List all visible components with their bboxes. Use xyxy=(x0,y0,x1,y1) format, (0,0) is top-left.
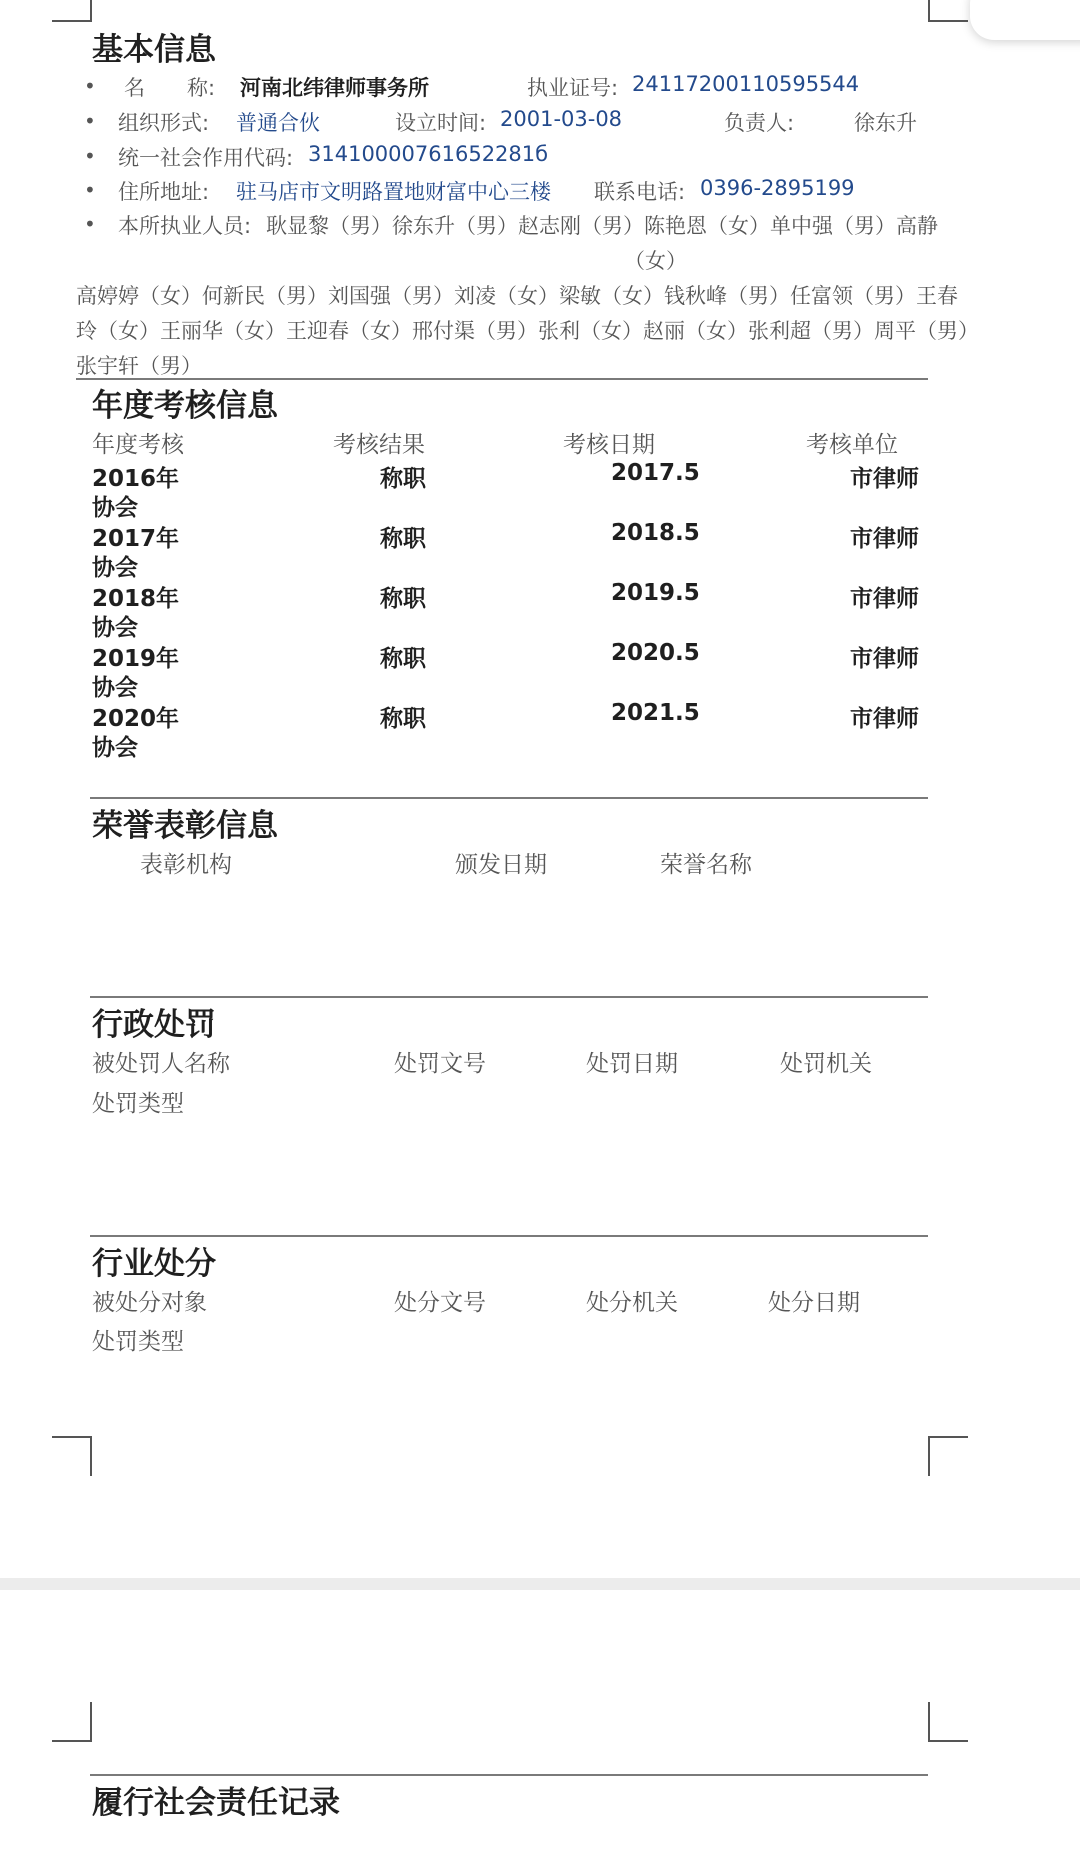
col-header-honor-name: 荣誉名称 xyxy=(660,852,752,878)
page-corner-mark xyxy=(928,1436,968,1476)
staff-list-line: 耿显黎（男）徐东升（男）赵志刚（男）陈艳恩（女）单中强（男）高静 xyxy=(266,214,938,238)
bullet: • xyxy=(84,144,96,168)
page-corner-mark xyxy=(52,0,92,22)
col-header-penalty-type: 处罚类型 xyxy=(92,1091,184,1117)
row-result: 称职 xyxy=(380,586,426,612)
staff-list-line: 玲（女）王丽华（女）王迎春（女）邢付渠（男）张利（女）赵丽（女）张利超（男）周平（男） xyxy=(76,319,979,343)
col-header-penalty-authority: 处罚机关 xyxy=(780,1051,872,1077)
name-label: 名 称: xyxy=(124,76,216,100)
row-result: 称职 xyxy=(380,526,426,552)
section-divider xyxy=(90,996,928,998)
row-date: 2019.5 xyxy=(611,580,700,606)
row-date: 2020.5 xyxy=(611,640,700,666)
row-year: 2016年 xyxy=(92,466,180,492)
credit-code-label: 统一社会作用代码: xyxy=(118,146,294,170)
credit-code-value: 31410000761652281б xyxy=(308,142,549,166)
floating-menu-button[interactable] xyxy=(970,0,1080,40)
row-result: 称职 xyxy=(380,706,426,732)
bullet: • xyxy=(84,109,96,133)
section-title-admin-penalty: 行政处罚 xyxy=(92,1007,216,1043)
license-label: 执业证号: xyxy=(527,76,619,100)
page-corner-mark xyxy=(52,1436,92,1476)
row-unit-continued: 协会 xyxy=(92,735,138,761)
section-divider xyxy=(90,1235,928,1237)
row-year: 2018年 xyxy=(92,586,180,612)
col-header-discipline-authority: 处分机关 xyxy=(586,1290,678,1316)
staff-label: 本所执业人员: xyxy=(118,214,252,238)
col-header-penalized-name: 被处罚人名称 xyxy=(92,1051,230,1077)
phone-value: 0396-2895199 xyxy=(700,176,855,200)
col-header-discipline-doc: 处分文号 xyxy=(394,1290,486,1316)
col-header-honor-org: 表彰机构 xyxy=(140,852,232,878)
col-header-year: 年度考核 xyxy=(92,432,184,458)
section-title-annual: 年度考核信息 xyxy=(92,388,278,424)
row-unit-continued: 协会 xyxy=(92,675,138,701)
leader-label: 负责人: xyxy=(724,111,795,135)
row-unit-continued: 协会 xyxy=(92,615,138,641)
address-label: 住所地址: xyxy=(118,180,210,204)
row-unit: 市律师 xyxy=(850,586,919,612)
founded-label: 设立时间: xyxy=(395,111,487,135)
row-unit: 市律师 xyxy=(850,526,919,552)
section-title-social-responsibility: 履行社会责任记录 xyxy=(92,1785,340,1821)
row-date: 2018.5 xyxy=(611,520,700,546)
col-header-discipline-date: 处分日期 xyxy=(768,1290,860,1316)
col-header-penalty-doc: 处罚文号 xyxy=(394,1051,486,1077)
page-separator xyxy=(0,1578,1080,1590)
staff-list-line: （女） xyxy=(624,249,687,273)
page-corner-mark xyxy=(52,1702,92,1742)
page-corner-mark xyxy=(928,1702,968,1742)
leader-name: 徐东升 xyxy=(854,111,917,135)
org-form-value: 普通合伙 xyxy=(236,111,320,135)
row-unit-continued: 协会 xyxy=(92,495,138,521)
row-result: 称职 xyxy=(380,646,426,672)
row-year: 2020年 xyxy=(92,706,180,732)
staff-list-line: 高婷婷（女）何新民（男）刘国强（男）刘凌（女）梁敏（女）钱秋峰（男）任富领（男）王春 xyxy=(76,284,958,308)
bullet: • xyxy=(84,74,96,98)
staff-list-line: 张宇轩（男） xyxy=(76,354,202,378)
section-divider xyxy=(90,1774,928,1776)
firm-name: 河南北纬律师事务所 xyxy=(240,76,429,100)
row-date: 2021.5 xyxy=(611,700,700,726)
col-header-honor-date: 颁发日期 xyxy=(455,852,547,878)
row-unit: 市律师 xyxy=(850,466,919,492)
license-number: 24117200110595544 xyxy=(632,72,860,96)
bullet: • xyxy=(84,212,96,236)
col-header-date: 考核日期 xyxy=(563,432,655,458)
col-header-discipline-type: 处罚类型 xyxy=(92,1329,184,1355)
col-header-penalty-date: 处罚日期 xyxy=(586,1051,678,1077)
section-title-honor: 荣誉表彰信息 xyxy=(92,808,278,844)
row-year: 2017年 xyxy=(92,526,180,552)
row-unit-continued: 协会 xyxy=(92,555,138,581)
org-form-label: 组织形式: xyxy=(118,111,210,135)
section-divider xyxy=(90,797,928,799)
row-year: 2019年 xyxy=(92,646,180,672)
row-date: 2017.5 xyxy=(611,460,700,486)
section-title-industry-penalty: 行业处分 xyxy=(92,1246,216,1282)
col-header-disciplined-subject: 被处分对象 xyxy=(92,1290,207,1316)
page-corner-mark xyxy=(928,0,968,22)
row-unit: 市律师 xyxy=(850,646,919,672)
section-title-basic: 基本信息 xyxy=(92,32,216,68)
phone-label: 联系电话: xyxy=(594,180,686,204)
founded-date: 2001-03-08 xyxy=(500,107,623,131)
row-unit: 市律师 xyxy=(850,706,919,732)
bullet: • xyxy=(84,178,96,202)
address-value: 驻马店市文明路置地财富中心三楼 xyxy=(236,180,551,204)
col-header-unit: 考核单位 xyxy=(806,432,898,458)
row-result: 称职 xyxy=(380,466,426,492)
col-header-result: 考核结果 xyxy=(333,432,425,458)
